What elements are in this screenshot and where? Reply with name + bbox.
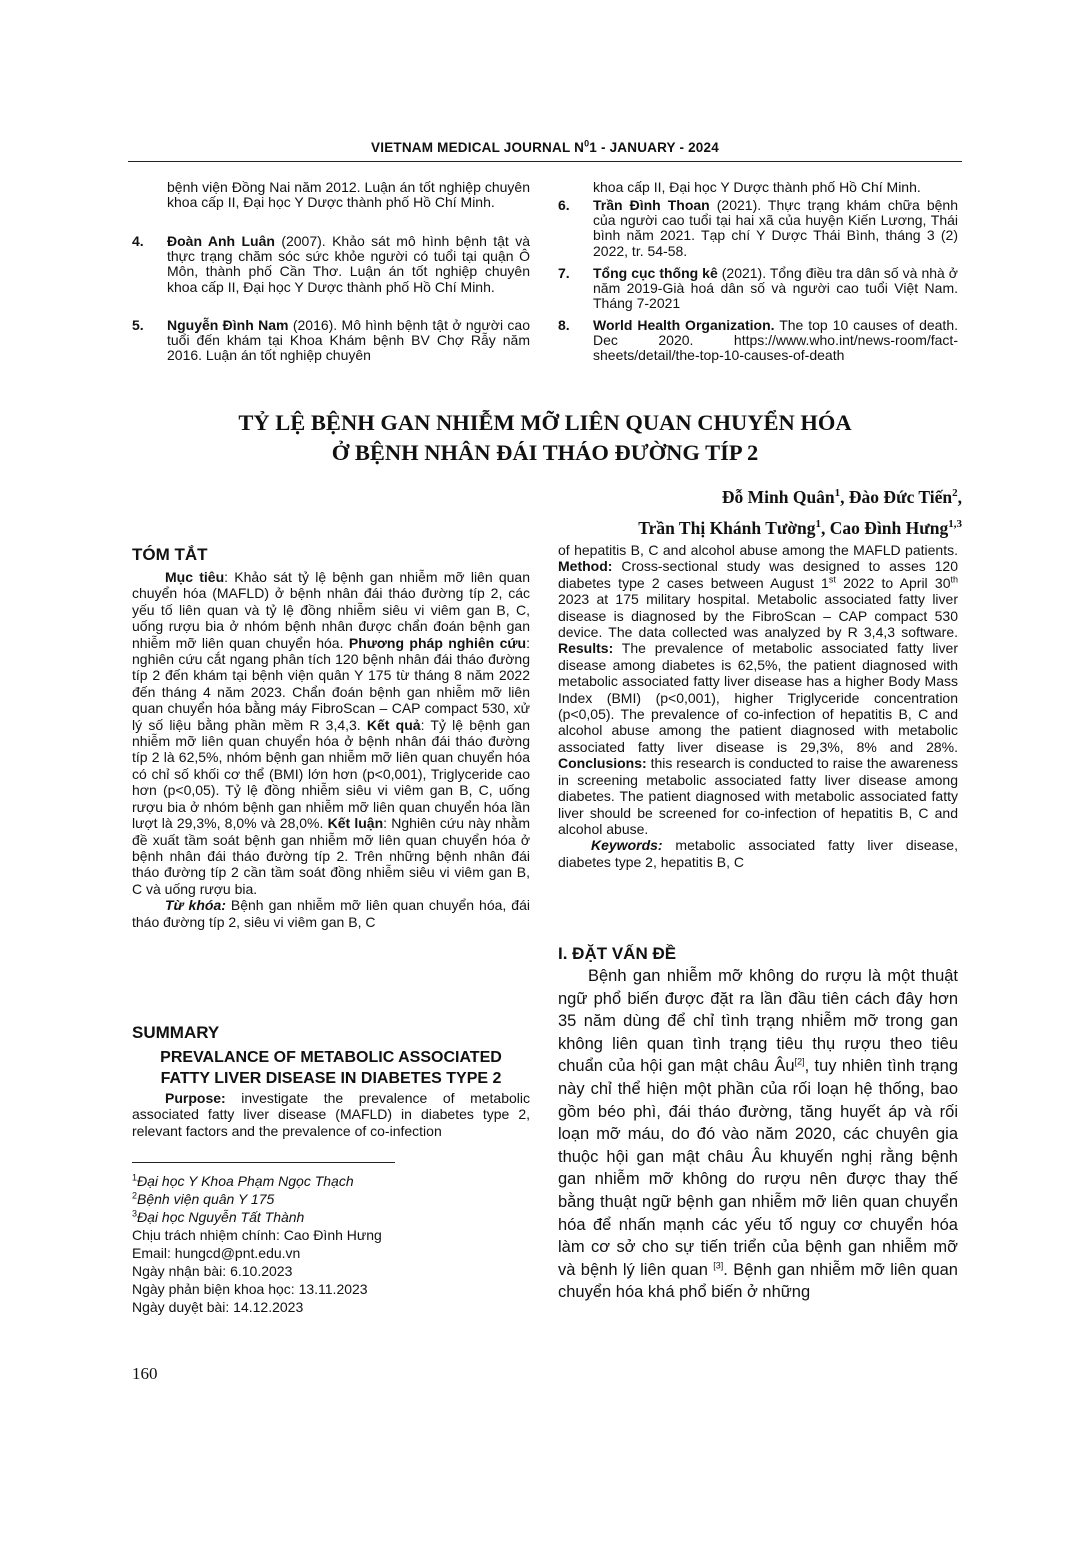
reference-number: 7. <box>558 265 570 281</box>
affiliation-3: $^3$Đại học Nguyễn Tất Thành <box>132 1208 305 1225</box>
reference-number: 6. <box>558 197 570 213</box>
reference-item-8 <box>558 318 958 364</box>
method-text: : nghiên cứu cắt ngang phân tích 120 bệnh nhân đái tháo đường típ 2 đến khám tại bệnh viện quân Y 175 từ tháng 8 năm 2022 đến tháng 4 năm 2023. Chẩn đoán bệnh gan nhiễm mỡ liên quan chuyển hóa bằng máy FibroScan – CAP compact 530, xử lý số liệu bằng phần mềm R 3,4,3. <box>132 634 530 733</box>
citation: [2] <box>794 1056 805 1067</box>
reference-number: 5. <box>132 317 144 333</box>
reference-continued <box>132 180 530 210</box>
abstract-heading: TÓM TẮT <box>132 545 208 564</box>
summary-title-line-2: FATTY LIVER DISEASE IN DIABETES TYPE 2 <box>160 1070 502 1087</box>
reference-item-7 <box>558 266 958 312</box>
title-line-2: Ở BỆNH NHÂN ĐÁI THÁO ĐƯỜNG TÍP 2 <box>331 440 759 465</box>
summary-title <box>132 1047 530 1089</box>
author-name: Cao Đình Hưng <box>829 517 949 538</box>
author-affiliation: 1 <box>815 517 822 530</box>
intro-paragraph: Bệnh gan nhiễm mỡ không do rượu là một thuật ngữ phổ biến được đặt ra lần đầu tiên cách đây hơn 35 năm dùng để chỉ tình trạng nhiễm mỡ trong gan không liên quan tình trạng tiêu thụ rượu theo tiêu chuẩn của hội gan mật châu Âu[2], tuy nhiên tình trạng này chỉ thể hiện một phần của rối loạn hệ thống, bao gồm béo phì, đái tháo đường, tăng huyết áp và rối loạn mỡ máu, do đó vào năm 2020, các chuyên gia thuộc hội gan mật châu Âu khuyến nghị rằng bệnh gan nhiễm mỡ không do rượu nên được thay thế bằng thuật ngữ bệnh gan nhiễm mỡ liên quan chuyển hóa để nhấn mạnh các yếu tố nguy cơ chuyển hóa làm cơ sở cho sự tiến triển của bệnh gan nhiễm mỡ và bệnh lý liên quan [3]. Bệnh gan nhiễm mỡ liên quan chuyển hóa khá phổ biến ở những <box>558 967 958 1302</box>
reference-number: 8. <box>558 317 570 333</box>
summary-conclusions-text: this research is conducted to raise the awareness in screening metabolic associated fatty liver disease among diabetes. The patient diagnosed with metabolic associated fatty liver should be screened for co-infection of hepatitis B, C and alcohol abuse. <box>558 755 958 837</box>
author-affiliation: 2 <box>952 487 958 499</box>
summary-cont-text: of hepatitis B, C and alcohol abuse among the MAFLD patients. <box>558 542 958 558</box>
title-line-1: TỶ LỆ BỆNH GAN NHIỄM MỠ LIÊN QUAN CHUYỂN HÓA <box>238 410 852 435</box>
reference-author: Tổng cục thống kê <box>593 265 718 281</box>
reference-number: 4. <box>132 233 144 249</box>
summary-heading: SUMMARY <box>132 1023 220 1042</box>
reference-text: (2007). Khảo sát mô hình bệnh tật và thực trạng chăm sóc sức khỏe người có tuổi tại quận Ô Môn, thành phố Cần Thơ. Luận án tốt nghiệp chuyên khoa cấp II, Đại học Y Dược thành phố Hồ Chí Minh. <box>167 233 530 295</box>
summary-method-label: Method: <box>558 558 613 575</box>
author-line-2: Trần Thị Khánh Tường$^1$, Cao Đình Hưng$^{1,3}$ <box>638 517 962 538</box>
summary-results-label: Results: <box>558 640 614 657</box>
result-label: Kết quả <box>366 716 421 733</box>
author-name: Trần Thị Khánh Tường <box>638 517 816 538</box>
reference-author: Trần Đình Thoan <box>593 197 710 213</box>
reference-author: Nguyễn Đình Nam <box>167 317 289 333</box>
citation: [3] <box>713 1260 724 1271</box>
header-rule <box>128 161 962 162</box>
keywords-label: Từ khóa: <box>165 897 226 914</box>
result-text: : Tỷ lệ bệnh gan nhiễm mỡ liên quan chuyển hóa ở bệnh nhân đái tháo đường típ 2 là 62,5%, nhóm bệnh gan nhiễm mỡ liên quan chuyển hóa có chỉ số khối cơ thể (BMI) lớn hơn (p<0,001), Triglyceride cao hơn (p<0,05). Tỷ lệ đồng nhiễm siêu vi viêm gan B, C, uống rượu bia ở nhóm bệnh gan nhiễm mỡ liên quan chuyển hóa lần lượt là 29,3%, 8,0% và 28,0%. <box>132 716 531 832</box>
summary-purpose <box>132 1090 530 1139</box>
date-received: Ngày nhận bài: 6.10.2023 <box>132 1263 293 1279</box>
affiliation-2: $^2$Bệnh viện quân Y 175 <box>132 1190 275 1207</box>
reference-item-4 <box>132 234 530 295</box>
section-heading-intro: I. ĐẶT VẤN ĐỀ <box>558 944 677 963</box>
keywords-en <box>558 837 958 870</box>
footnotes <box>132 1172 532 1316</box>
issue-superscript: 0 <box>584 138 590 149</box>
author-name: Đào Đức Tiến <box>848 486 953 507</box>
summary-conclusions-label: Conclusions: <box>558 755 647 772</box>
keywords-en-label: Keywords: <box>591 837 663 854</box>
reference-text: khoa cấp II, Đại học Y Dược thành phố Hồ Chí Minh. <box>593 179 921 195</box>
page-number: 160 <box>132 1364 158 1383</box>
abstract-vi-body <box>132 569 530 930</box>
author-name: Đỗ Minh Quân <box>721 486 835 507</box>
reference-item-6 <box>558 198 958 259</box>
reference-text: bệnh viện Đồng Nai năm 2012. Luận án tốt nghiệp chuyên khoa cấp II, Đại học Y Dược thành phố Hồ Chí Minh. <box>167 179 530 211</box>
journal-header <box>128 140 962 155</box>
journal-name: VIETNAM MEDICAL JOURNAL N <box>371 140 585 155</box>
keywords-text: Bệnh gan nhiễm mỡ liên quan chuyển hóa, đái tháo đường típ 2, siêu vi viêm gan B, C <box>132 897 530 930</box>
reference-author: Đoàn Anh Luân <box>167 233 275 249</box>
summary-title-line-1: PREVALANCE OF METABOLIC ASSOCIATED <box>160 1049 502 1066</box>
article-title <box>128 408 962 468</box>
purpose-text: investigate the prevalence of metabolic associated fatty liver disease (MAFLD) in diabetes type 2, relevant factors and the prevalence of co-infection <box>132 1090 530 1139</box>
email: Email: hungcd@pnt.edu.vn <box>132 1245 301 1261</box>
issue-date: 1 - JANUARY - 2024 <box>589 140 719 155</box>
affiliation-1: $^1$Đại học Y Khoa Phạm Ngọc Thạch <box>132 1172 354 1189</box>
keywords-en-text: metabolic associated fatty liver disease, diabetes type 2, hepatitis B, C <box>558 837 958 870</box>
date-reviewed: Ngày phản biện khoa học: 13.11.2023 <box>132 1281 368 1297</box>
reference-text: (2021). Tổng điều tra dân số và nhà ở năm 2019-Già hoá dân số và người cao tuổi Việt Nam. Tháng 7-2021 <box>593 265 958 312</box>
summary-results-text: The prevalence of metabolic associated fatty liver disease among diabetes is 62,5%, the patient diagnosed with metabolic associated fatty liver disease has a higher Body Mass Index (BMI) (p<0,001), higher Triglyceride concentration (p<0,05). The prevalence of co-infection of hepatitis B, C and alcohol abuse among the patient diagnosed with metabolic associated fatty liver disease is 29,3%, 8% and 28%. <box>558 640 958 755</box>
reference-text: (2021). Thực trạng khám chữa bệnh của người cao tuổi tại hai xã của huyện Kiến Lương, Thái bình năm 2021. Tạp chí Y Dược Thái Bình, tháng 3 (2) 2022, tr. 54-58. <box>593 197 958 259</box>
author-affiliation: 1 <box>834 487 841 499</box>
reference-author: World Health Organization. <box>593 317 775 333</box>
reference-continued <box>558 180 958 195</box>
date-accepted: Ngày duyệt bài: 14.12.2023 <box>132 1299 304 1315</box>
method-label: Phương pháp nghiên cứu <box>348 634 527 651</box>
purpose-label: Purpose: <box>165 1090 226 1106</box>
author-line-1: Đỗ Minh Quân$^1$, Đào Đức Tiến$^2$, <box>721 486 962 507</box>
reference-item-5 <box>132 318 530 364</box>
author-list <box>638 480 962 542</box>
conclusion-text: : Nghiên cứu này nhằm đề xuất tầm soát bệnh gan nhiễm mỡ liên quan chuyển hóa ở bệnh nhân đái tháo đường típ 2. Trên những bệnh nhân đái tháo đường típ 2 cần tầm soát đồng nhiễm siêu vi viêm gan B, C và uống rượu bia. <box>132 815 531 897</box>
objective-label: Mục tiêu <box>165 569 225 585</box>
footnote-rule <box>132 1162 395 1163</box>
corresponding-author: Chịu trách nhiệm chính: Cao Đình Hưng <box>132 1227 382 1243</box>
summary-body-continued: of hepatitis B, C and alcohol abuse among the MAFLD patients. Method: Cross-sectional study was designed to asses 120 diabetes type 2 cases between August 1st 2022 to April 30th 2023 at 175 military hospital. Metabolic associated fatty liver disease is diagnosed by the FibroScan – CAP compact 530 device. The data collected was analyzed by R 3,4,3 software. Results: The prevalence of metabolic associated fatty liver disease among diabetes is 62,5%, the patient diagnosed with metabolic associated fatty liver disease has a higher Body Mass Index (BMI) (p<0,001), higher Triglyceride concentration (p<0,05). The prevalence of co-infection of hepatitis B, C and alcohol abuse among the patient diagnosed with metabolic associated fatty liver disease is 29,3%, 8% and 28%. Conclusions: this research is conducted to raise the awareness in screening metabolic associated fatty liver disease among diabetes. The patient diagnosed with metabolic associated fatty liver should be screened for co-infection of hepatitis B, C and alcohol abuse. Keywords: metabolic associated fatty liver disease, diabetes type 2, hepatitis B, C <box>558 542 959 870</box>
reference-text: (2016). Mô hình bệnh tật ở người cao tuổi đến khám tại Khoa Khám bệnh BV Chợ Rẫy năm 2016. Luận án tốt nghiệp chuyên <box>167 317 530 364</box>
keywords-vi <box>132 897 530 930</box>
reference-text: The top 10 causes of death. Dec 2020. https://www.who.int/news-room/fact-sheets/detail/the-top-10-causes-of-death <box>593 317 958 364</box>
author-affiliation: 1,3 <box>948 517 962 530</box>
conclusion-label: Kết luận <box>327 815 384 832</box>
objective-text: : Khảo sát tỷ lệ bệnh gan nhiễm mỡ liên quan chuyển hóa (MAFLD) ở bệnh nhân đái tháo đường típ 2, các yếu tố liên quan và tỷ lệ đồng nhiễm siêu vi viêm gan B, C, uống rượu bia ở nhóm bệnh nhân được chẩn đoán bệnh gan nhiễm mỡ liên quan chuyển hóa. <box>132 569 531 651</box>
